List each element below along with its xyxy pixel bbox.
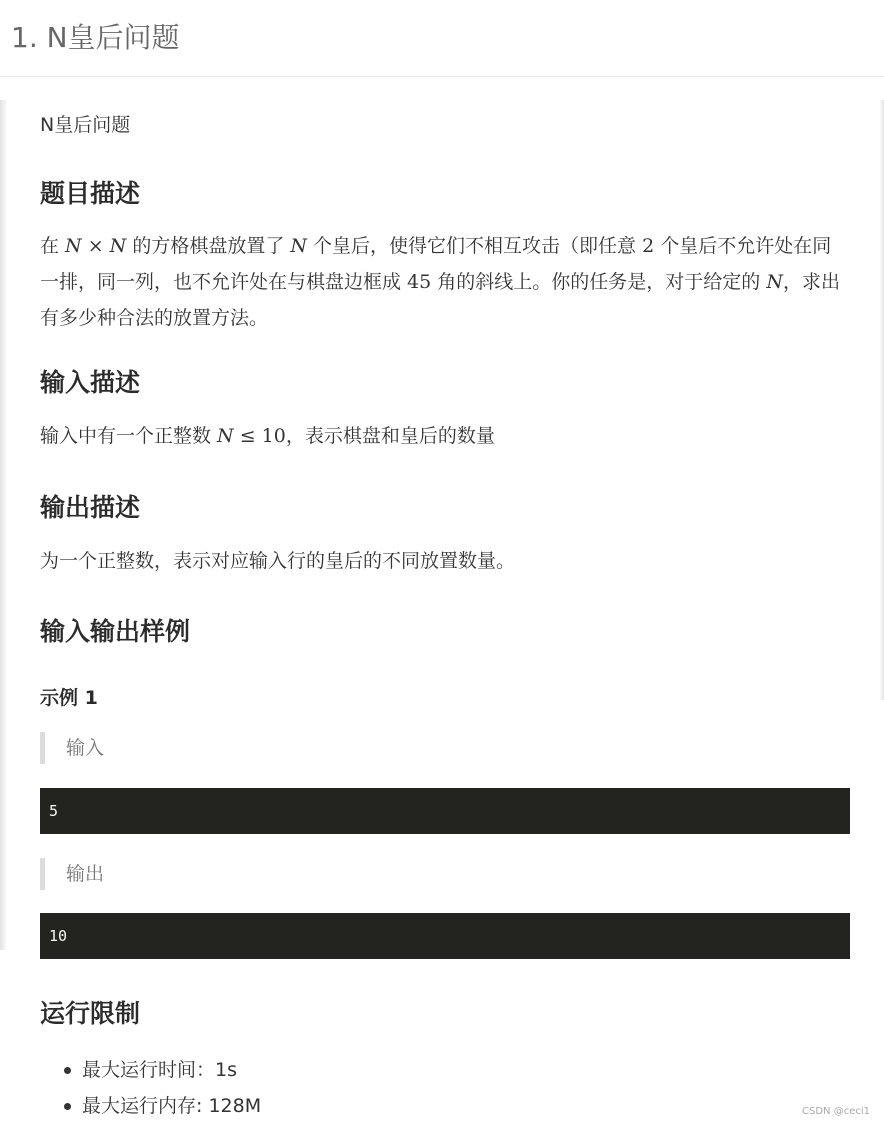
card-left-shadow — [0, 100, 6, 950]
card-right-shadow — [880, 100, 884, 700]
example-title: 示例 1 — [40, 687, 98, 709]
heading-description: 题目描述 — [40, 179, 141, 208]
watermark: CSDN @ceci1 — [802, 1106, 870, 1117]
input-description: 输入中有一个正整数 N ≤ 10，表示棋盘和皇后的数量 — [40, 425, 495, 447]
sample-output-label: 输出 — [40, 858, 104, 890]
limits-list — [82, 1052, 261, 1124]
description-paragraph: 在 N × N 的方格棋盘放置了 N 个皇后，使得它们不相互攻击（即任意 2 个皇后不允许处在同一排，同一列，也不允许处在与棋盘边框成 45 角的斜线上。你的任务是，对于给定的 N，求出有多少种合法的放置方法。 — [40, 235, 840, 329]
heading-samples: 输入输出样例 — [40, 617, 191, 646]
sample-input-label: 输入 — [40, 732, 104, 764]
heading-input: 输入描述 — [40, 368, 141, 397]
problem-intro: N皇后问题 — [40, 114, 131, 136]
limit-memory: 最大运行内存: 128M — [82, 1088, 261, 1124]
sample-output-code: 10 — [40, 913, 850, 959]
output-description: 为一个正整数，表示对应输入行的皇后的不同放置数量。 — [40, 550, 516, 572]
problem-title: 1. N皇后问题 — [11, 21, 180, 54]
heading-output: 输出描述 — [40, 493, 141, 522]
heading-limits: 运行限制 — [40, 999, 141, 1028]
limit-time: 最大运行时间：1s — [82, 1052, 261, 1088]
sample-input-code: 5 — [40, 788, 850, 834]
